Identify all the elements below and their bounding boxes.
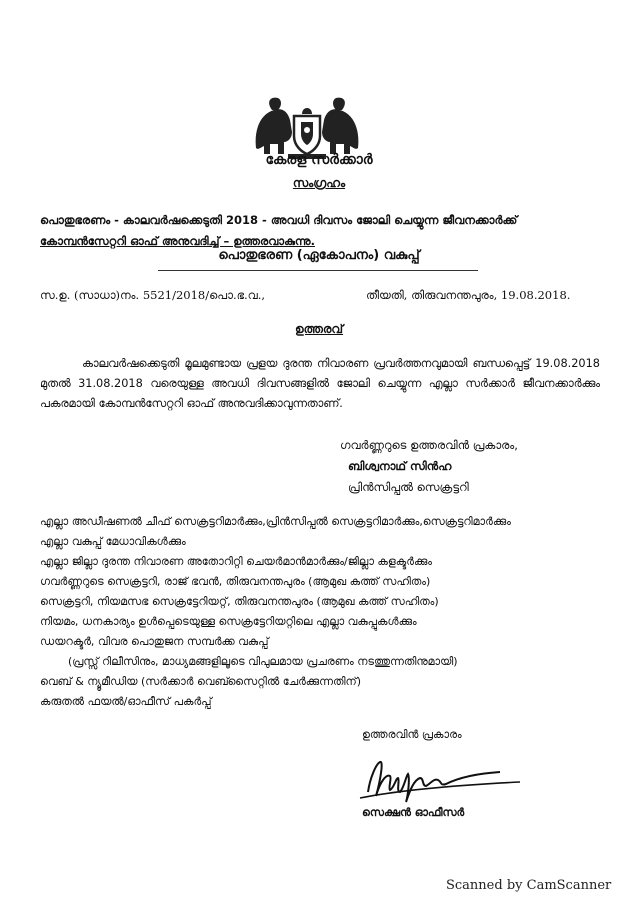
order-paragraph: കാലവർഷക്കെടുതി മൂലമുണ്ടായ പ്രളയ ദുരന്ത നിവാരണ പ്രവർത്തനവുമായി ബന്ധപ്പെട്ട് 19.08.2018 മുതൽ 31.08.2018 വരെയുള്ള അവധി ദിവസങ്ങളിൽ ജോലി ചെയ്യുന്ന എല്ലാ സർക്കാർ ജീവനക്കാർക്കും പകരമായി കോമ്പൻസേറ്ററി ഓഫ് അനുവദിക്കാവുന്നതാണ്.	[40, 357, 600, 410]
subject-line-2: കോമ്പൻസേറ്ററി ഓഫ് അനുവദിച്ച് – ഉത്തരവാകുന്നു.	[40, 234, 315, 248]
order-date: തീയതി, തിരുവനന്തപുരം, 19.08.2018.	[366, 288, 571, 302]
list-item: ഡയറക്ടർ, വിവര പൊതുജന സമ്പർക്ക വകുപ്പ്	[40, 635, 269, 648]
order-body	[40, 354, 600, 414]
closing-by-order: ഉത്തരവിൻ പ്രകാരം	[362, 728, 462, 741]
list-item: കരുതൽ ഫയൽ/ഓഫീസ് പകർപ്പ്	[40, 695, 212, 708]
signatory-name: ബിശ്വനാഥ് സിൻഹ	[348, 459, 452, 473]
list-item: എല്ലാ ജില്ലാ ദുരന്ത നിവാരണ അതോറിറ്റി ചെയർമാൻമാർക്കും/ജില്ലാ കളക്ടർക്കും	[40, 555, 432, 568]
list-item: എല്ലാ അഡീഷണൽ ചീഫ് സെക്രട്ടറിമാർക്കും,പ്രിൻസിപ്പൽ സെക്രട്ടറിമാർക്കും,സെക്രട്ടറിമാർക്കും	[40, 515, 511, 528]
signatory-block	[340, 435, 518, 498]
distribution-list	[40, 512, 511, 712]
reference-number: സ.ഉ. (സാധാ)നം. 5521/2018/പൊ.ഭ.വ.,	[40, 288, 266, 302]
section-officer: സെക്ഷൻ ഓഫീസർ	[362, 806, 465, 819]
signatory-by-order: ഗവർണ്ണറുടെ ഉത്തരവിൻ പ്രകാരം,	[340, 438, 518, 452]
list-item: (പ്രസ്സ് റിലീസിനും, മാധ്യമങ്ങളിലൂടെ വിപുലമായ പ്രചരണം നടത്തുന്നതിനുമായി)	[68, 655, 458, 668]
subject-line-1: പൊതുഭരണം - കാലവർഷക്കെടുതി 2018 - അവധി ദിവസം ജോലി ചെയ്യുന്ന ജീവനക്കാർക്ക്	[40, 213, 518, 227]
list-item: വെബ് & ന്യൂമീഡിയ (സർക്കാർ വെബ്സൈറ്റിൽ ചേർക്കുന്നതിന്)	[40, 675, 361, 688]
department-title: പൊതുഭരണ (ഏകോപനം) വകുപ്പ്	[218, 248, 420, 263]
department-divider	[158, 270, 478, 271]
order-label: ഉത്തരവ്	[294, 322, 344, 336]
signature-icon	[350, 752, 530, 804]
list-item: ഗവർണ്ണറുടെ സെക്രട്ടറി, രാജ് ഭവൻ, തിരുവനന്തപുരം (ആമുഖ കത്ത് സഹിതം)	[40, 575, 431, 588]
government-title: കേരള സർക്കാർ	[265, 152, 373, 168]
scanner-watermark: Scanned by CamScanner	[446, 878, 612, 893]
list-item: സെക്രട്ടറി, നിയമസഭ സെക്രട്ടേറിയറ്റ്, തിരുവനന്തപുരം (ആമുഖ കത്ത് സഹിതം)	[40, 595, 439, 608]
list-item: എല്ലാ വകുപ്പ് മേധാവികൾക്കും	[40, 535, 186, 548]
subject-block	[40, 210, 600, 252]
list-item: നിയമം, ധനകാര്യം ഉൾപ്പെടെയുള്ള സെക്രട്ടേറിയറ്റിലെ എല്ലാ വകുപ്പുകൾക്കും	[40, 615, 417, 628]
summary-label: സംഗ്രഹം	[292, 176, 346, 190]
signatory-designation: പ്രിൻസിപ്പൽ സെക്രട്ടറി	[348, 480, 469, 494]
